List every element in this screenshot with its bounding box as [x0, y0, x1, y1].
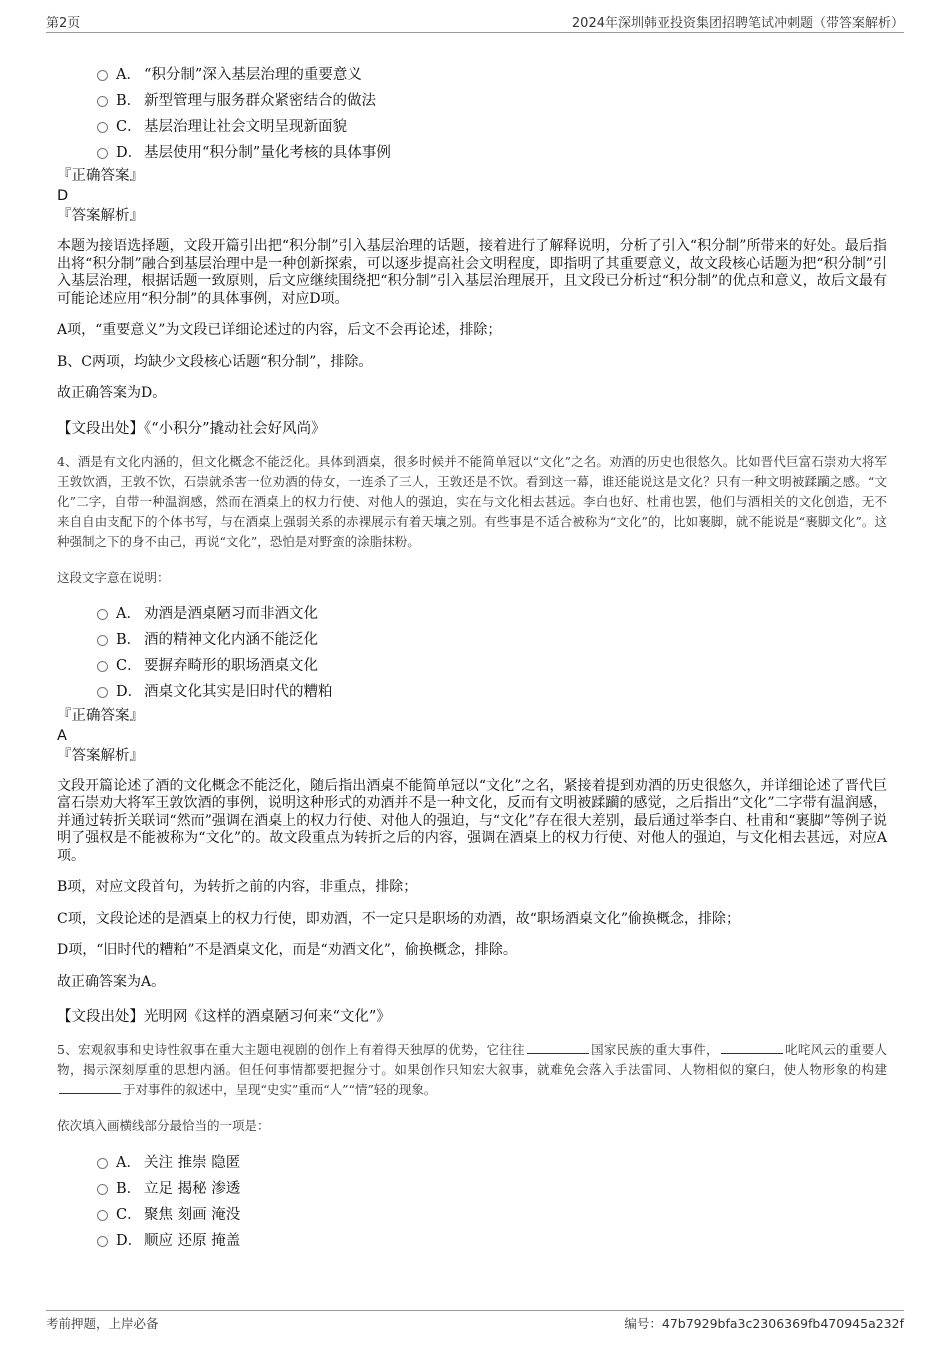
radio-icon[interactable] [97, 70, 108, 81]
q4-options [97, 600, 887, 704]
q5-prompt: 依次填入画横线部分最恰当的一项是： [57, 1118, 270, 1133]
page-number: 第2页 [46, 15, 81, 31]
q3-answer-label: 『正确答案』 [57, 168, 144, 184]
radio-icon[interactable] [97, 148, 108, 159]
fill-blank[interactable] [527, 1041, 589, 1054]
q3-option-b[interactable]: B． 新型管理与服务群众紧密结合的做法 [97, 86, 887, 112]
q4-prompt: 这段文字意在说明： [57, 569, 170, 585]
q3-source: 【文段出处】《“小积分”撬动社会好风尚》 [57, 420, 326, 437]
q4-answer: A [57, 727, 67, 744]
q3-options [97, 60, 887, 164]
q4-source: 【文段出处】光明网《这样的酒桌陋习何来“文化”》 [57, 1009, 391, 1025]
radio-icon[interactable] [97, 661, 108, 672]
q4-analysis-paragraph: C项，文段论述的是酒桌上的权力行使，即劝酒，不一定只是职场的劝酒，故“职场酒桌文化”偷换概念，排除； [57, 910, 741, 927]
q3-option-a[interactable]: A． “积分制”深入基层治理的重要意义 [97, 60, 887, 86]
fill-blank[interactable] [59, 1081, 121, 1094]
q4-analysis-paragraph: 故正确答案为A。 [57, 973, 166, 990]
q5-option-d[interactable]: D． 顺应 还原 掩盖 [97, 1226, 887, 1252]
q4-analysis-paragraph: D项，“旧时代的糟粕”不是酒桌文化，而是“劝酒文化”，偷换概念，排除。 [57, 942, 517, 958]
radio-icon[interactable] [97, 609, 108, 620]
q3-option-d[interactable]: D． 基层使用“积分制”量化考核的具体事例 [97, 138, 887, 164]
radio-icon[interactable] [97, 1210, 108, 1221]
document-title: 2024年深圳韩亚投资集团招聘笔试冲刺题（带答案解析） [571, 15, 904, 31]
q3-analysis-paragraph: 故正确答案为D。 [57, 385, 167, 401]
radio-icon[interactable] [97, 96, 108, 107]
q5-options [97, 1148, 887, 1252]
radio-icon[interactable] [97, 687, 108, 698]
q4-option-b[interactable]: B． 酒的精神文化内涵不能泛化 [97, 626, 887, 652]
document-content [57, 60, 887, 1252]
radio-icon[interactable] [97, 635, 108, 646]
q4-option-d[interactable]: D． 酒桌文化其实是旧时代的糟粕 [97, 678, 887, 704]
q4-stem: 4、酒是有文化内涵的，但文化概念不能泛化。具体到酒桌，很多时候并不能简单冠以“文化”之名。劝酒的历史也很悠久。比如晋代巨富石崇劝大将军王敦饮酒，王敦不饮，石崇就杀害一位劝酒的侍女，一连杀了三人，王敦还是不饮。看到这一幕，谁还能说这是文化？只有一种文明被蹂躏之感。“文化”二字，自带一种温润感，然而在酒桌上的权力行使、对他人的强迫，实在与文化相去甚远。李白也好、杜甫也罢，他们与酒相关的文化创造，无不来自自由支配下的个体书写，与在酒桌上强弱关系的赤裸展示有着天壤之别。有些事是不适合被称为“文化”的，比如裹脚，就不能说是“裹脚文化”。这种强制之下的身不由己，再说“文化”，恐怕是对野蛮的涂脂抹粉。 [57, 453, 887, 549]
footer-slogan: 考前押题，上岸必备 [46, 1316, 159, 1331]
radio-icon[interactable] [97, 1184, 108, 1195]
q4-option-c[interactable]: C． 要摒弃畸形的职场酒桌文化 [97, 652, 887, 678]
q4-analysis-label: 『答案解析』 [57, 747, 144, 764]
page-footer [46, 1310, 904, 1335]
q3-analysis-paragraph: A项，“重要意义”为文段已详细论述过的内容，后文不会再论述，排除； [57, 322, 502, 338]
radio-icon[interactable] [97, 1236, 108, 1247]
q3-analysis-paragraph: B、C两项，均缺少文段核心话题“积分制”，排除。 [57, 353, 373, 370]
q5-option-a[interactable]: A． 关注 推崇 隐匿 [97, 1148, 887, 1174]
page-header [46, 10, 904, 33]
q5-stem: 5、宏观叙事和史诗性叙事在重大主题电视剧的创作上有着得天独厚的优势，它往往 国家民族的重大事件， 叱咤风云的重要人物，揭示深刻厚重的思想内涵。但任何事情都要把握分寸。如果创作只知宏大叙事，就难免会落入手法雷同、人物相似的窠臼，使人物形象的构建于对事件的叙述中，呈现“史实”重而“人”“情”轻的现象。 [57, 1042, 887, 1097]
q4-analysis-paragraph: B项，对应文段首句，为转折之前的内容，非重点，排除； [57, 879, 418, 895]
q4-answer-label: 『正确答案』 [57, 707, 144, 724]
q3-answer: D [57, 188, 69, 204]
q5-option-b[interactable]: B． 立足 揭秘 渗透 [97, 1174, 887, 1200]
q3-analysis-paragraph: 本题为接语选择题，文段开篇引出把“积分制”引入基层治理的话题，接着进行了解释说明，分析了引入“积分制”所带来的好处。最后指出将“积分制”融合到基层治理中是一种创新探索，可以逐步提高社会文明程度，即指明了其重要意义，故文段核心话题为把“积分制”引入基层治理，根据话题一致原则，后文应继续围绕把“积分制”引入基层治理展开，且文段已分析过“积分制”的优点和意义，故后文最有可能论述应用“积分制”的具体事例，对应D项。 [57, 238, 887, 307]
radio-icon[interactable] [97, 1158, 108, 1169]
q5-option-c[interactable]: C． 聚焦 刻画 淹没 [97, 1200, 887, 1226]
q3-analysis-label: 『答案解析』 [57, 208, 144, 224]
q3-option-c[interactable]: C． 基层治理让社会文明呈现新面貌 [97, 112, 887, 138]
fill-blank[interactable] [721, 1041, 783, 1054]
q4-analysis-paragraph: 文段开篇论述了酒的文化概念不能泛化，随后指出酒桌不能简单冠以“文化”之名，紧接着提到劝酒的历史很悠久，并详细论述了晋代巨富石崇劝大将军王敦饮酒的事例，说明这种形式的劝酒并不是一种文化，反而有文明被蹂躏的感觉，之后指出“文化”二字带有温润感，并通过转折关联词“然而”强调在酒桌上的权力行使、对他人的强迫，与“文化”存在很大差别，最后通过举李白、杜甫和“裹脚”等例子说明了强权是不能被称为“文化”的。故文段重点为转折之后的内容，强调在酒桌上的权力行使、对他人的强迫，与文化相去甚远，对应A项。 [57, 777, 887, 864]
document-id: 编号：47b7929bfa3c2306369fb470945a232f [624, 1316, 904, 1331]
q4-option-a[interactable]: A． 劝酒是酒桌陋习而非酒文化 [97, 600, 887, 626]
radio-icon[interactable] [97, 122, 108, 133]
